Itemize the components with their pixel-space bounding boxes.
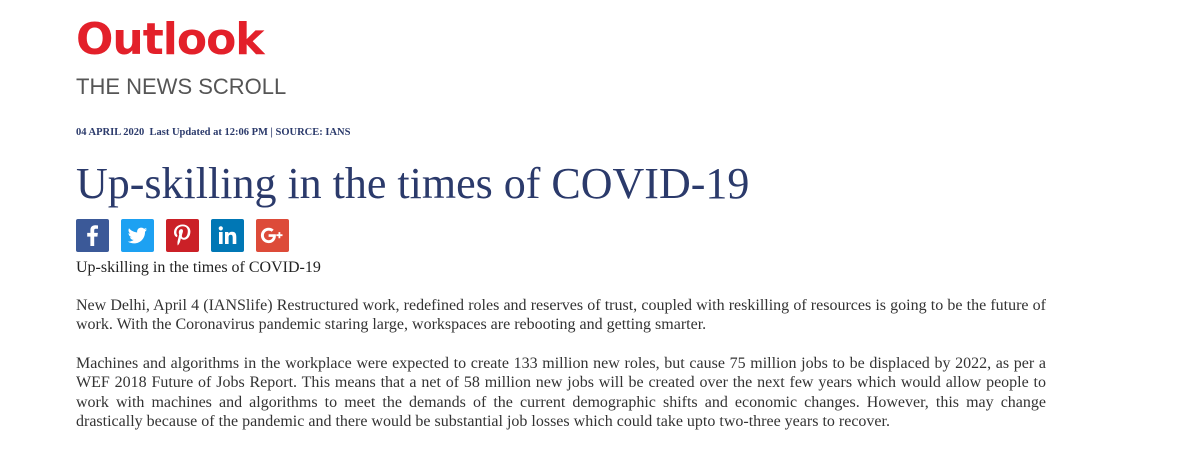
linkedin-share-button[interactable] — [211, 219, 244, 252]
twitter-icon — [121, 219, 154, 252]
article-body — [76, 296, 1046, 450]
pinterest-icon — [166, 219, 199, 252]
image-caption: Up-skilling in the times of COVID-19 — [76, 259, 321, 276]
paragraph-1: New Delhi, April 4 (IANSlife) Restructured work, redefined roles and reserves of trust, coupled with reskilling of resources is going to be the future of work. With the Coronavirus pandemic staring large, workspaces are rebooting and getting smarter. — [76, 297, 1046, 334]
facebook-share-button[interactable] — [76, 219, 109, 252]
paragraph-2: Machines and algorithms in the workplace were expected to create 133 million new roles, but cause 75 million jobs to be displaced by 2022, as per a WEF 2018 Future of Jobs Report. This means that a net of 58 million new jobs will be created over the next few years which would allow people to work with machines and algorithms to meet the demands of the current demographic shifts and economic changes. However, this may change drastically because of the pandemic and there would be substantial job losses which could take upto two-three years to recover. — [76, 354, 1046, 431]
google-plus-share-button[interactable] — [256, 219, 289, 252]
publish-date: 04 APRIL 2020 — [76, 127, 145, 138]
article-headline: Up-skilling in the times of COVID-19 — [76, 159, 750, 208]
linkedin-icon — [211, 219, 244, 252]
section-title[interactable]: THE NEWS SCROLL — [76, 74, 287, 99]
outlook-logo[interactable]: Outlook — [76, 14, 264, 65]
last-updated: Last Updated at 12:06 PM | SOURCE: IANS — [149, 127, 351, 138]
facebook-icon — [76, 219, 109, 252]
google-plus-icon — [256, 219, 289, 252]
pinterest-share-button[interactable] — [166, 219, 199, 252]
share-bar — [76, 219, 289, 252]
article-meta — [76, 126, 350, 140]
twitter-share-button[interactable] — [121, 219, 154, 252]
